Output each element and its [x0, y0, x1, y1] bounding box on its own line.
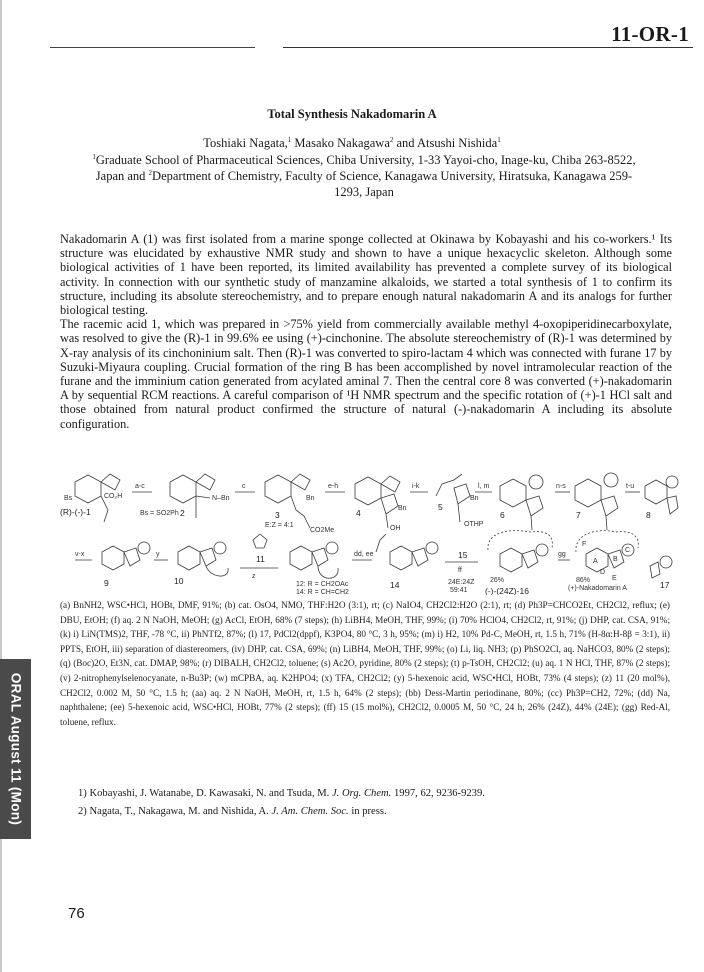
reference-item: [78, 785, 638, 803]
compound-label: 10: [174, 576, 184, 586]
scheme-note: 26%: [490, 577, 505, 584]
structure-10: [174, 542, 228, 586]
arrow-label: ff: [458, 567, 462, 574]
scheme-note: Bs = SO2Ph: [140, 510, 179, 517]
structure-8: [645, 476, 678, 520]
structure-16: [485, 531, 552, 595]
arrow-label: i-k: [412, 483, 420, 490]
author-name: and Atsushi Nishida: [393, 136, 498, 150]
scheme-note: 14: R = CH=CH2: [296, 589, 349, 595]
compound-label: 17: [660, 580, 670, 590]
scheme-note: E:Z = 4:1: [265, 522, 294, 529]
structure-1: [60, 474, 179, 522]
scheme-note: 12: R = CH2OAc: [296, 581, 349, 588]
page-number: 76: [68, 905, 85, 922]
reference-details: 1997, 62, 9236-9239.: [391, 788, 485, 799]
ring-label: D: [600, 569, 606, 576]
affiliation-text: Graduate School of Pharmaceutical Sciences, Chiba University, 1-33 Yayoi-cho, Inage-ku, Chiba 263-8522, Japan and: [95, 153, 636, 183]
structure-17: [650, 556, 672, 590]
affiliation-text: Department of Chemistry, Faculty of Science, Kanagawa University, Hiratsuka, Kanagawa 259-1293, Japan: [152, 169, 633, 199]
arrow-label: n-s: [556, 483, 566, 490]
compound-label: 5: [438, 502, 443, 512]
reference-authors: 1) Kobayashi, J. Watanabe, D. Kawasaki, N. and Tsuda, M.: [78, 788, 332, 799]
svg-text:N–Bn: N–Bn: [212, 495, 230, 502]
abstract-code: 11-OR-1: [611, 22, 689, 46]
arrow-label: e-h: [328, 483, 339, 490]
paragraph: Nakadomarin A (1) was first isolated from a marine sponge collected at Okinawa by Kobayashi and his co-workers.¹ Its structure was elucidated by exhaustive NMR study and shown to have a unique hexacyclic skeleton. Although some biological activities of 1 have been reported, its limited availability has prevented a complete survey of its biological activity. In connection with our synthetic study of manzamine alkaloids, we started a total synthesis of 1 to confirm its structure, including its absolute stereochemistry, and to prepare enough natural nakadomarin A and its analogs for further biological testing.: [60, 232, 672, 318]
arrow-label: t-u: [626, 483, 635, 490]
compound-label: (R)-(-)-1: [60, 507, 91, 517]
scheme-note: 24E:24Z: [448, 579, 475, 586]
reference-authors: 2) Nagata, T., Nakagawa, M. and Nishida, A.: [78, 806, 272, 817]
affiliation-mark: 1: [497, 135, 501, 144]
scheme-note: 59:41: [450, 587, 468, 594]
compound-label: 15: [458, 550, 468, 560]
header-rule: [283, 47, 693, 48]
compound-label: 14: [390, 580, 400, 590]
compound-label: 4: [356, 508, 361, 518]
paper-title: Total Synthesis Nakadomarin A: [267, 107, 437, 121]
structure-5: [436, 474, 484, 528]
author-name: Masako Nakagawa: [291, 136, 390, 150]
structure-12: [290, 542, 349, 595]
ring-label: C: [625, 547, 631, 554]
affiliation-mark: 1: [287, 135, 292, 144]
affiliations: [84, 152, 644, 200]
arrow-label: dd, ee: [354, 551, 374, 558]
svg-text:Bn: Bn: [306, 495, 315, 502]
references: [78, 785, 638, 821]
structure-7: [575, 473, 618, 530]
affiliation-mark: 1: [92, 152, 96, 161]
scheme-note: CO2Me: [310, 527, 335, 534]
session-label: ORAL August 11 (Mon): [8, 672, 23, 826]
abstract-body: [60, 232, 672, 431]
scheme-note: 86%: [576, 577, 591, 584]
catalyst-11: [253, 534, 267, 564]
compound-label: 11: [256, 554, 265, 564]
structure-2: [170, 474, 230, 518]
structure-14: [376, 534, 438, 590]
compound-label: 8: [646, 510, 651, 520]
ring-label: A: [593, 558, 598, 565]
arrow-label: z: [252, 573, 256, 580]
affiliation-mark: 2: [148, 168, 153, 177]
session-side-tab: [0, 659, 31, 839]
svg-text:Bn: Bn: [470, 495, 479, 502]
compound-label: 7: [576, 510, 581, 520]
structure-3: [265, 474, 334, 534]
reference-journal: J. Org. Chem.: [331, 788, 392, 799]
compound-label: 9: [104, 578, 109, 588]
arrow-label: v-x: [75, 551, 85, 558]
compound-label: (+)-Nakadomarin A: [568, 585, 627, 592]
affiliation-mark: 2: [389, 135, 394, 144]
reference-details: in press.: [348, 806, 387, 817]
compound-label: 3: [275, 510, 280, 520]
synthesis-scheme: [60, 470, 680, 595]
compound-label: (-)-(24Z)-16: [485, 586, 529, 595]
author-name: Toshiaki Nagata,: [203, 136, 288, 150]
header-rule: [50, 47, 255, 48]
reaction-conditions: (a) BnNH2, WSC•HCl, HOBt, DMF, 91%; (b) cat. OsO4, NMO, THF:H2O (3:1), rt; (c) NaIO4, CH2Cl2:H2O (2:1), rt; (d) Ph3P=CHCO2Et, CH2Cl2, reflux; (e) DBU, EtOH; (f) aq. 2 N NaOH, MeOH; (g) AcCl, EtOH, 68% (7 steps); (h) LiBH4, MeOH, THF, 99%; (i) 70% HClO4, CH2Cl2, rt, 91%; (j) DHP, cat. CSA, 91%; (k) i) LiN(TMS)2, THF, -78 °C, ii) PhNTf2, 87%; (l) 17, PdCl2(dppf), K3PO4, 80 °C, 3 h, 95%; (m) i) H2, 10% Pd-C, MeOH, rt, 1.5 h, 71% (H-8α:H-8β = 3:1), ii) PPTS, EtOH, iii) separation of diastereomers, (iv) DHP, cat. CSA, 69%; (n) LiBH4, MeOH, THF, 99%; (o) Li, liq. NH3; (p) PhSO2Cl, aq. NaHCO3, 80% (2 steps); (q) (Boc)2O, Et3N, cat. DMAP, 98%; (r) DIBALH, CH2Cl2, toluene; (s) Ac2O, pyridine, 80% (2 steps); (t) p-TsOH, CH2Cl2; (u) aq. 1 N HCl, THF, 87% (2 steps); (v) 2-nitrophenylselenocyanate, n-Bu3P; (w) mCPBA, aq. K2HPO4; (x) TFA, CH2Cl2; (y) 5-hexenoic acid, WSC•HCl, HOBt, 73% (4 steps); (z) 11 (20 mol%), CH2Cl2, 0.002 M, 50 °C, 1.5 h; (aa) aq. 2 N NaOH, MeOH, rt, 1.5 h, 64% (2 steps); (bb) Dess-Martin periodinane, 80%; (cc) Ph3P=CH2, 72%; (dd) Na, naphthalene; (ee) 5-hexenoic acid, WSC•HCl, HOBt, 77% (2 steps); (ff) 15 (15 mol%), CH2Cl2, 0.0005 M, 50 °C, 24 h, 26% (24Z), 44% (24E); (gg) Red-Al, toluene, reflux.: [60, 600, 670, 727]
structure-nakadomarin: [568, 531, 638, 592]
reference-item: [78, 803, 638, 821]
structure-4: [355, 476, 407, 532]
structure-9: [102, 542, 150, 588]
catalyst-15: [458, 550, 468, 560]
arrow-label: gg: [558, 551, 566, 558]
arrow-label: y: [156, 551, 160, 558]
ring-label: F: [582, 541, 587, 548]
arrow-label: l, m: [478, 483, 490, 490]
scheme-graphic: [60, 470, 680, 595]
author-list: [0, 136, 704, 151]
compound-label: 2: [180, 508, 185, 518]
compound-label: 6: [500, 510, 505, 520]
paragraph: The racemic acid 1, which was prepared in >75% yield from commercially available methyl 4-oxopiperidinecarboxylate, was resolved to give the (R)-1 in 99.6% ee using (+)-cinchonine. The absolute stereochemistry of (R)-1 was determined by X-ray analysis of its cinchoninium salt. Then (R)-1 was converted to spiro-lactam 4 which was connected with furane 17 by Suzuki-Miyaura coupling. Crucial formation of the ring B has been accomplished by novel intramolecular reaction of the furane and the imminium cation generated from acylated aminal 7. Then the central core 8 was converted (+)-nakadomarin A by sequential RCM reactions. A careful comparison of ¹H NMR spectrum and the specific rotation of (+)-1 HCl salt and those obtained from natural product confirmed the structure of natural (-)-nakadomarin A including its absolute configuration.: [60, 317, 672, 431]
reference-journal: J. Am. Chem. Soc.: [271, 806, 349, 817]
svg-text:CO₂H: CO₂H: [104, 493, 123, 500]
arrow-label: a-c: [135, 483, 145, 490]
svg-text:OH: OH: [390, 525, 401, 532]
arrow-label: c: [242, 483, 246, 490]
svg-text:OTHP: OTHP: [464, 521, 484, 528]
svg-text:Bs: Bs: [64, 495, 73, 502]
structure-6: [500, 475, 543, 530]
svg-text:Bn: Bn: [398, 505, 407, 512]
ring-label: E: [612, 575, 617, 582]
ring-label: B: [613, 556, 618, 563]
